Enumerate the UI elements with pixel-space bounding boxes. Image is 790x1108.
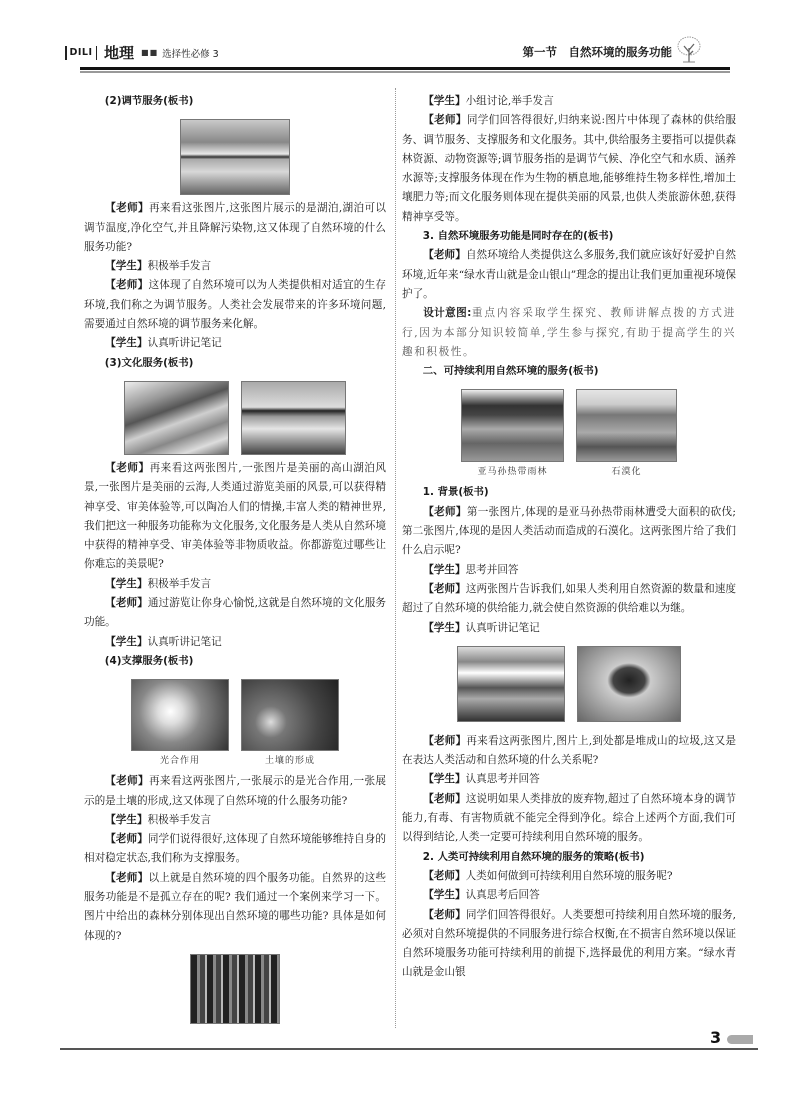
footer-rule (60, 1048, 758, 1050)
role-label: 【老师】 (105, 461, 150, 474)
header-bar-left (65, 46, 67, 60)
role-label: 【学生】 (105, 337, 148, 350)
role-label: 【学生】 (423, 889, 466, 902)
soil-formation-photo (241, 679, 339, 751)
paragraph: 【学生】积极举手发言 (105, 577, 212, 590)
role-label: 【老师】 (105, 202, 149, 215)
role-label: 【学生】 (105, 260, 148, 273)
header-squares-icon: ■■ (141, 48, 159, 57)
heading-regulating-service: (2)调节服务(板书) (104, 95, 194, 107)
paragraph: 【老师】再来看这两张图片,一张展示的是光合作用,一张展示的是土壤的形成,这又体现了自然环境的什么服务功能? (84, 775, 386, 807)
paragraph: 【老师】通过游览让你身心愉悦,这就是自然环境的文化服务功能。 (84, 597, 386, 629)
sea-of-clouds-photo (241, 381, 346, 455)
landfill-bulldozer-photo (457, 646, 565, 722)
paragraph: 【学生】认真听讲记笔记 (423, 621, 540, 634)
header-left (62, 42, 219, 63)
paragraph: 【老师】同学们说得很好,这体现了自然环境能够维持自身的相对稳定状态,我们称为支撑服务。 (84, 833, 386, 865)
image-row-background (402, 389, 736, 479)
role-label: 【学生】 (105, 813, 148, 826)
image-row-lake (84, 119, 386, 195)
figure-caption: 土壤的形成 (264, 756, 315, 767)
paragraph: 【学生】积极举手发言 (105, 260, 212, 273)
page-header (62, 38, 730, 66)
photosynthesis-photo (131, 679, 229, 751)
figure-karst (576, 389, 677, 479)
left-column (84, 92, 386, 1028)
figure-caption: 石漠化 (611, 467, 642, 478)
right-column (402, 92, 736, 983)
role-label: 【老师】 (105, 279, 149, 292)
heading-supporting-service: (4)支撑服务(板书) (104, 654, 194, 667)
design-intent-label: 设计意图: (423, 307, 472, 320)
header-code: DILI (69, 47, 93, 58)
figure-soil (241, 679, 339, 768)
role-label: 【老师】 (423, 869, 466, 882)
page-number: 3 (710, 1028, 722, 1047)
role-label: 【老师】 (423, 734, 467, 747)
role-label: 【老师】 (423, 582, 466, 595)
role-label: 【学生】 (423, 621, 466, 634)
image-row-culture (84, 381, 386, 455)
rocky-desertification-photo (576, 389, 677, 462)
paragraph: 【学生】认真听讲记笔记 (105, 337, 222, 350)
heading-sustainable-use: 二、可持续利用自然环境的服务(板书) (422, 365, 599, 378)
image-row-garbage (402, 646, 736, 722)
paragraph: 【老师】这体现了自然环境可以为人类提供相对适宜的生存环境,我们称之为调节服务。人类社会发展带来的许多环境问题,需要通过自然环境的调节服务来化解。 (84, 279, 387, 331)
role-label: 【学生】 (105, 577, 148, 590)
heading-cultural-service: (3)文化服务(板书) (104, 356, 194, 369)
image-row-forest (84, 954, 386, 1024)
tree-icon (676, 36, 702, 64)
role-label: 【老师】 (423, 114, 467, 127)
column-divider (395, 88, 396, 1028)
paragraph: 【老师】人类如何做到可持续利用自然环境的服务呢? (423, 869, 673, 882)
heading-strategy: 2. 人类可持续利用自然环境的服务的策略(板书) (422, 850, 645, 863)
header-rule-thick (80, 67, 730, 70)
paragraph: 【学生】认真思考后回答 (423, 889, 540, 902)
heading-background: 1. 背景(板书) (422, 486, 489, 499)
paragraph: 【老师】再来看这张图片,这张图片展示的是湖泊,湖泊可以调节温度,净化空气,并且降解污染物,这又体现了自然环境的什么服务功能? (84, 202, 386, 253)
paragraph: 【学生】小组讨论,举手发言 (423, 95, 554, 107)
role-label: 【老师】 (423, 249, 466, 262)
role-label: 【学生】 (105, 635, 148, 648)
paragraph: 【老师】这两张图片告诉我们,如果人类利用自然资源的数量和速度超过了自然环境的供给能力,就会使自然资源的供给难以为继。 (402, 582, 736, 615)
paragraph: 【学生】积极举手发言 (105, 813, 212, 826)
page-tab-marker (727, 1035, 753, 1044)
role-label: 【老师】 (423, 792, 466, 805)
header-bar-right (96, 46, 98, 60)
heading-simultaneous: 3. 自然环境服务功能是同时存在的(板书) (422, 230, 614, 243)
role-label: 【学生】 (423, 563, 466, 576)
role-label: 【老师】 (105, 597, 148, 610)
paragraph: 【老师】同学们回答得很好,归纳来说:图片中体现了森林的供给服务、调节服务、支撑服务和文化服务。其中,供给服务主要指可以提供森林资源、动物资源等;调节服务指的是调节气候、净化空气和水质、涵养水源等;支撑服务体现在作为生物的栖息地,能够维持生物多样性,增加土壤肥力等;而文化服务则体现在提供美丽的风景,也供人类旅游休憩,获得精神享受等。 (402, 114, 737, 223)
image-row-support (84, 679, 386, 768)
paragraph: 【老师】同学们回答得很好。人类要想可持续利用自然环境的服务,必须对自然环境提供的不同服务进行综合权衡,在不损害自然环境以保证自然环境服务功能可持续利用的前提下,选择最优的利用方案。“绿水青山就是金山银 (402, 908, 736, 979)
figure-caption: 光合作用 (159, 756, 200, 767)
design-intent: 设计意图:重点内容采取学生探究、教师讲解点拨的方式进行,因为本部分知识较简单,学生参与探究,有助于提高学生的兴趣和积极性。 (402, 307, 736, 358)
lake-photo (180, 119, 290, 195)
garbage-field-photo (577, 646, 681, 722)
role-label: 【老师】 (423, 505, 467, 518)
figure-caption: 亚马孙热带雨林 (477, 467, 548, 478)
paragraph: 【老师】再来看这两张图片,一张图片是美丽的高山湖泊风景,一张图片是美丽的云海,人类通过游览美丽的风景,可以获得精神享受、审美体验等,可以陶冶人们的情操,丰富人类的精神世界,我们把这一种服务功能称为文化服务,文化服务是人类从自然环境中获得的精神享受、审美体验等非物质收益。你都游览过哪些让你难忘的美景呢? (84, 461, 386, 571)
role-label: 【老师】 (423, 908, 466, 921)
role-label: 【老师】 (105, 833, 148, 846)
header-subject: 地理 (104, 44, 135, 62)
paragraph: 【老师】再来看这两张图片,图片上,到处都是堆成山的垃圾,这又是在表达人类活动和自然环境的什么关系呢? (402, 734, 736, 767)
paragraph: 【学生】认真听讲记笔记 (105, 635, 222, 648)
paragraph: 【老师】第一张图片,体现的是亚马孙热带雨林遭受大面积的砍伐;第二张图片,体现的是因人类活动而造成的石漠化。这两张图片给了我们什么启示呢? (402, 505, 737, 557)
forest-photo (190, 954, 280, 1024)
mountain-lake-photo (124, 381, 229, 455)
section-title: 第一节 自然环境的服务功能 (522, 45, 672, 59)
header-book-title: 选择性必修 3 (162, 48, 219, 60)
paragraph: 【老师】这说明如果人类排放的废弃物,超过了自然环境本身的调节能力,有毒、有害物质就不能完全得到净化。综合上述两个方面,我们可以得到结论,人类一定要可持续利用自然环境的服务。 (402, 792, 736, 844)
role-label: 【学生】 (423, 95, 466, 107)
paragraph: 【学生】认真思考并回答 (423, 773, 540, 786)
role-label: 【学生】 (423, 773, 466, 786)
paragraph: 【老师】以上就是自然环境的四个服务功能。自然界的这些服务功能是不是孤立存在的呢? 我们通过一个案例来学习一下。图片中给出的森林分别体现出自然环境的哪些功能? 具体是如何体现的? (84, 871, 387, 942)
role-label: 【老师】 (105, 871, 149, 884)
paragraph: 【学生】思考并回答 (423, 563, 519, 576)
amazon-rainforest-photo (461, 389, 564, 462)
paragraph: 【老师】自然环境给人类提供这么多服务,我们就应该好好爱护自然环境,近年来“绿水青山就是金山银山”理念的提出让我们更加重视环境保护了。 (402, 249, 736, 300)
figure-amazon (461, 389, 564, 479)
header-rule-thin (80, 71, 730, 73)
figure-photosynthesis (131, 679, 229, 768)
role-label: 【老师】 (105, 775, 149, 788)
